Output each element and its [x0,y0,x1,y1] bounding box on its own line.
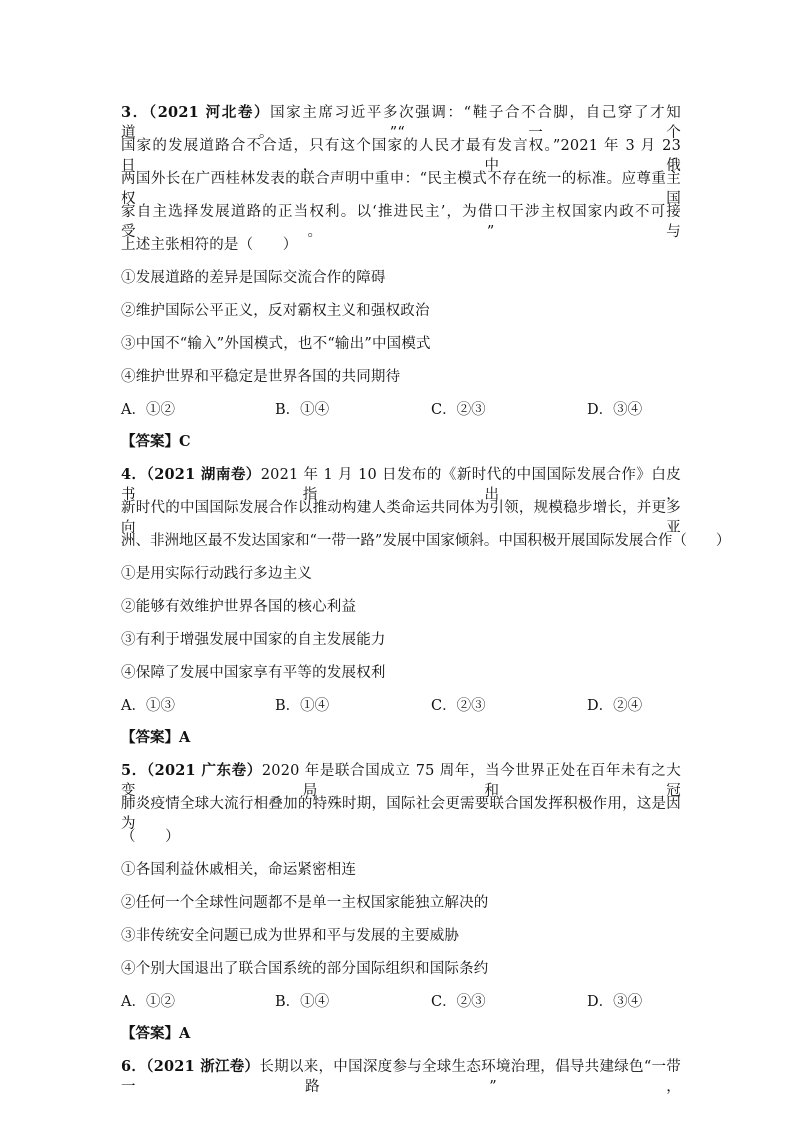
option-c: C．②③ [431,698,486,714]
question-source: （2021 浙江卷） [146,1058,260,1075]
question-5-stem-line-3: （ ） [121,829,180,845]
statement-1: ①发展道路的差异是国际交流合作的障碍 [121,270,386,286]
statement-2: ②能够有效维护世界各国的核心利益 [121,599,357,615]
option-d: D．②④ [587,698,643,714]
option-b: B．①④ [275,994,330,1010]
options-row [121,696,681,716]
statement-2: ②维护国际公平正义，反对霸权主义和强权政治 [121,303,430,319]
statement-4: ④保障了发展中国家享有平等的发展权利 [121,665,386,681]
statement-4: ④维护世界和平稳定是世界各国的共同期待 [121,369,401,385]
statement-2: ②任何一个全球性问题都不是单一主权国家能独立解决的 [121,895,489,911]
question-3-stem-line-2: 国家的发展道路合不合适，只有这个国家的人民才最有发言权。”2021 年 3 月 23 日，中俄 [121,138,681,174]
question-3-stem-line-1: 3．（2021 河北卷）国家主席习近平多次强调：“鞋子合不合脚，自己穿了才知道。”“一个 [121,104,681,141]
option-b: B．①④ [275,698,330,714]
option-c: C．②③ [431,402,486,418]
question-number: 6． [121,1058,147,1075]
question-4-stem-line-3: 洲、非洲地区最不发达国家和“一带一路”发展中国家倾斜。中国积极开展国际发展合作（ ） [121,533,731,549]
question-4-stem-line-1: 4．（2021 湖南卷）2021 年 1 月 10 日发布的《新时代的中国国际发展合作》白皮书指出， [121,466,681,503]
statement-3: ③非传统安全问题已成为世界和平与发展的主要威胁 [121,928,460,944]
question-source: （2021 河北卷） [148,104,271,121]
question-3-stem-line-5: 上述主张相符的是（ ） [121,237,298,253]
question-source: （2021 湖南卷） [146,466,261,483]
statement-3: ③中国不“输入”外国模式，也不“输出”中国模式 [121,336,431,352]
answer: 【答案】A [121,729,191,746]
options-row [121,992,681,1012]
answer: 【答案】A [121,1025,191,1042]
statement-1: ①各国利益休戚相关，命运紧密相连 [121,862,357,878]
question-6-stem-line-1: 6．（2021 浙江卷）长期以来，中国深度参与全球生态环境治理，倡导共建绿色“一带一路”， [121,1058,682,1095]
options-row [121,400,681,420]
question-5-stem-line-1: 5．（2021 广东卷）2020 年是联合国成立 75 周年，当今世界正处在百年未有之大变局和冠 [121,762,682,799]
option-a: A．①② [121,402,175,418]
statement-4: ④个别大国退出了联合国系统的部分国际组织和国际条约 [121,961,489,977]
question-number: 5． [121,762,147,779]
option-b: B．①④ [275,402,330,418]
question-3-stem-line-3: 两国外长在广西桂林发表的联合声明中重申：“民主模式不存在统一的标准。应尊重主权国 [121,171,681,207]
option-c: C．②③ [431,994,486,1010]
option-d: D．③④ [587,402,643,418]
question-source: （2021 广东卷） [146,762,262,779]
statement-3: ③有利于增强发展中国家的自主发展能力 [121,632,386,648]
answer: 【答案】C [121,433,191,450]
option-d: D．③④ [587,994,643,1010]
question-number: 3． [121,104,149,121]
statement-1: ①是用实际行动践行多边主义 [121,566,313,582]
option-a: A．①② [121,994,175,1010]
question-3-stem-line-4: 家自主选择发展道路的正当权利。以‘推进民主’，为借口干涉主权国家内政不可接受。”与 [121,204,681,240]
question-5-stem-line-2: 肺炎疫情全球大流行相叠加的特殊时期，国际社会更需要联合国发挥积极作用，这是因为 [121,796,681,832]
option-a: A．①③ [121,698,175,714]
question-number: 4． [121,466,147,483]
question-4-stem-line-2: 新时代的中国国际发展合作以推动构建人类命运共同体为引领，规模稳步增长，并更多向亚 [121,500,681,536]
